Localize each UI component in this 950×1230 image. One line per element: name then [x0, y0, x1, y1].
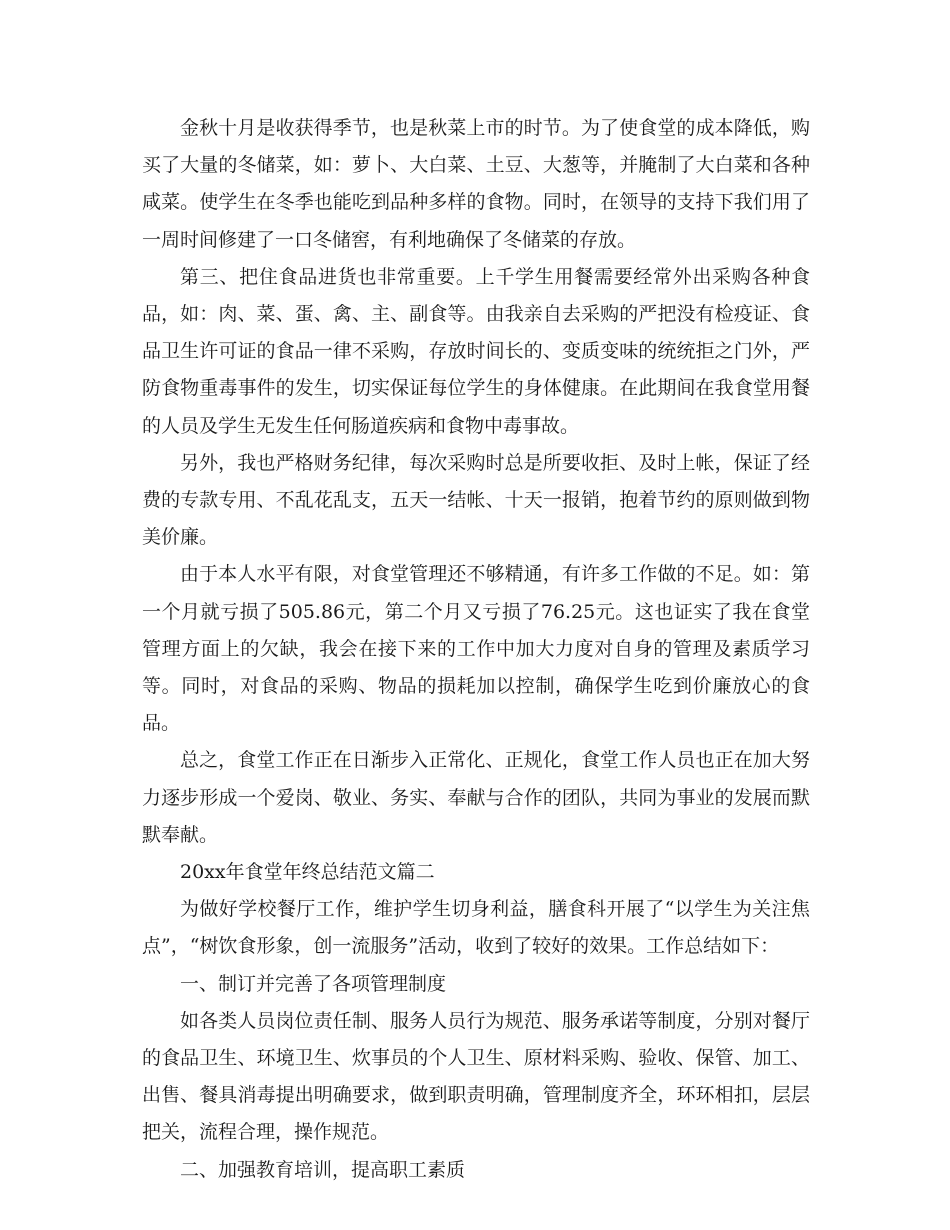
paragraph-conclusion: 总之，食堂工作正在日渐步入正常化、正规化，食堂工作人员也正在加大努力逐步形成一个爱岗、敬业、务实、奉献与合作的团队，共同为事业的发展而默默奉献。	[142, 749, 810, 846]
paragraph-shortcomings: 由于本人水平有限，对食堂管理还不够精通，有许多工作做的不足。如：第一个月就亏损了505.86元，第二个月又亏损了76.25元。这也证实了我在食堂管理方面上的欠缺，我会在接下来的工作中加大力度对自身的管理及素质学习等。同时，对食品的采购、物品的损耗加以控制，确保学生吃到价廉放心的食品。	[142, 563, 810, 735]
document-body	[142, 110, 810, 1189]
heading-staff-training: 二、加强教育培训，提高职工素质	[180, 1158, 466, 1181]
paragraph-food-purchasing: 第三、把住食品进货也非常重要。上千学生用餐需要经常外出采购各种食品，如：肉、菜、蛋、禽、主、副食等。由我亲自去采购的严把没有检疫证、食品卫生许可证的食品一律不采购，存放时间长的、变质变味的统统拒之门外，严防食物重毒事件的发生，切实保证每位学生的身体健康。在此期间在我食堂用餐的人员及学生无发生任何肠道疾病和食物中毒事故。	[142, 265, 810, 437]
paragraph-autumn-vegetables: 金秋十月是收获得季节，也是秋菜上市的时节。为了使食堂的成本降低，购买了大量的冬储菜，如：萝卜、大白菜、土豆、大葱等，并腌制了大白菜和各种咸菜。使学生在冬季也能吃到品种多样的食物。同时，在领导的支持下我们用了一周时间修建了一口冬储窖，有利地确保了冬储菜的存放。	[142, 117, 810, 251]
paragraph-responsibility-system: 如各类人员岗位责任制、服务人员行为规范、服务承诺等制度，分别对餐厅的食品卫生、环境卫生、炊事员的个人卫生、原材料采购、验收、保管、加工、出售、餐具消毒提出明确要求，做到职责明确，管理制度齐全，环环相扣，层层把关，流程合理，操作规范。	[142, 1009, 810, 1144]
section-title-part-two: 20xx年食堂年终总结范文篇二	[180, 861, 435, 884]
paragraph-intro-part-two: 为做好学校餐厅工作，维护学生切身利益，膳食科开展了“以学生为关注焦点”，“树饮食形象，创一流服务”活动，收到了较好的效果。工作总结如下：	[142, 898, 810, 958]
paragraph-financial-discipline: 另外，我也严格财务纪律，每次采购时总是所要收拒、及时上帐，保证了经费的专款专用、不乱花乱支，五天一结帐、十天一报销，抱着节约的原则做到物美价廉。	[142, 451, 810, 549]
heading-management-system: 一、制订并完善了各项管理制度	[180, 972, 447, 995]
